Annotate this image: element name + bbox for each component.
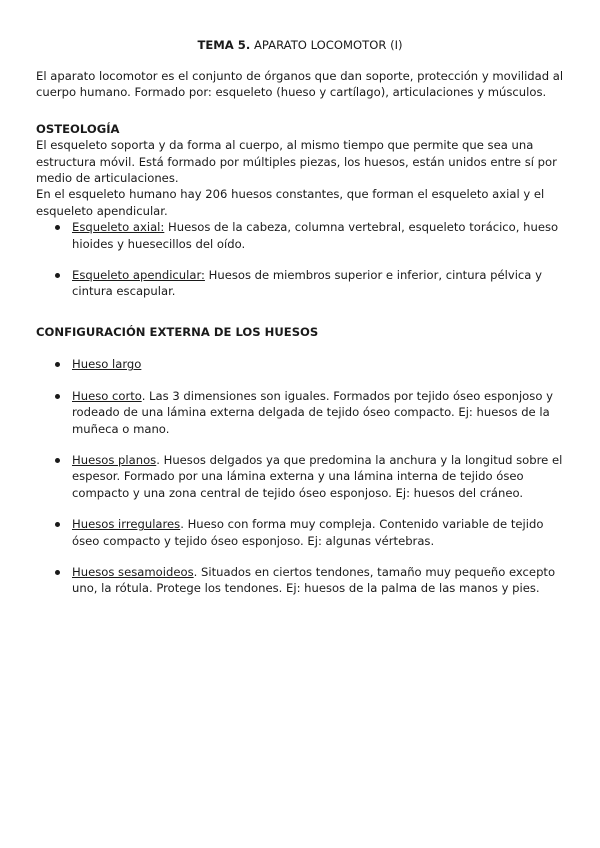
list-item-term: Huesos planos bbox=[72, 452, 157, 467]
list-item bbox=[36, 564, 564, 597]
list-item-text: Huesos de miembros superior e inferior, cintura pélvica y cintura escapular. bbox=[72, 268, 542, 299]
intro-paragraph: El aparato locomotor es el conjunto de órganos que dan soporte, protección y movilidad al cuerpo humano. Formado por: esqueleto (hueso y cartílago), articulaciones y músculos. bbox=[36, 69, 564, 100]
list-item-term: Esqueleto axial: bbox=[72, 220, 165, 235]
list-item-text: . Las 3 dimensiones son iguales. Formados por tejido óseo esponjoso y rodeado de una lámina externa delgada de tejido óseo compacto. Ej: huesos de la muñeca o mano. bbox=[72, 388, 553, 436]
list-item-text: . Hueso con forma muy compleja. Contenido variable de tejido óseo compacto y tejido óseo esponjoso. Ej: algunas vértebras. bbox=[72, 517, 544, 548]
list-item-term: Hueso largo bbox=[72, 357, 142, 372]
list-item bbox=[36, 267, 564, 300]
skeleton-list bbox=[36, 219, 564, 300]
bullet-icon bbox=[55, 273, 60, 278]
bullet-icon bbox=[55, 394, 60, 399]
list-item-text: . Huesos delgados ya que predomina la anchura y la longitud sobre el espesor. Formado por una lámina externa y una lámina interna de tejido óseo compacto y una zona central de tejido óseo esponjoso. Ej: huesos del cráneo. bbox=[72, 452, 563, 500]
bullet-icon bbox=[55, 225, 60, 230]
title-bold: TEMA 5. bbox=[197, 38, 251, 52]
list-item-term: Hueso corto bbox=[72, 388, 142, 403]
bone-types-list bbox=[36, 356, 564, 596]
list-item bbox=[36, 219, 564, 252]
list-item bbox=[36, 388, 564, 437]
title-rest: APARATO LOCOMOTOR (I) bbox=[250, 38, 403, 52]
osteologia-paragraph-2: En el esqueleto humano hay 206 huesos constantes, que forman el esqueleto axial y el esqueleto apendicular. bbox=[36, 187, 545, 218]
list-item-text: Huesos de la cabeza, columna vertebral, esqueleto torácico, hueso hioides y huesecillos del oído. bbox=[72, 220, 559, 251]
bullet-icon bbox=[55, 458, 60, 463]
list-item-term: Huesos irregulares bbox=[72, 517, 181, 532]
list-item-term: Huesos sesamoideos bbox=[72, 564, 194, 579]
list-item bbox=[36, 452, 564, 501]
list-item-term: Esqueleto apendicular: bbox=[72, 268, 205, 283]
bullet-icon bbox=[55, 522, 60, 527]
osteologia-paragraph-1: El esqueleto soporta y da forma al cuerpo, al mismo tiempo que permite que sea una estructura móvil. Está formado por múltiples piezas, los huesos, están unidos entre sí por medio de articulaciones. bbox=[36, 138, 557, 186]
configuracion-heading: CONFIGURACIÓN EXTERNA DE LOS HUESOS bbox=[36, 324, 319, 339]
bullet-icon bbox=[55, 570, 60, 575]
osteologia-heading: OSTEOLOGÍA bbox=[36, 121, 120, 136]
list-item bbox=[36, 356, 564, 372]
bullet-icon bbox=[55, 362, 60, 367]
list-item bbox=[36, 516, 564, 549]
page-title bbox=[36, 0, 564, 53]
list-item-text: . Situados en ciertos tendones, tamaño muy pequeño excepto uno, la rótula. Protege los tendones. Ej: huesos de la palma de las manos y pies. bbox=[72, 564, 556, 596]
